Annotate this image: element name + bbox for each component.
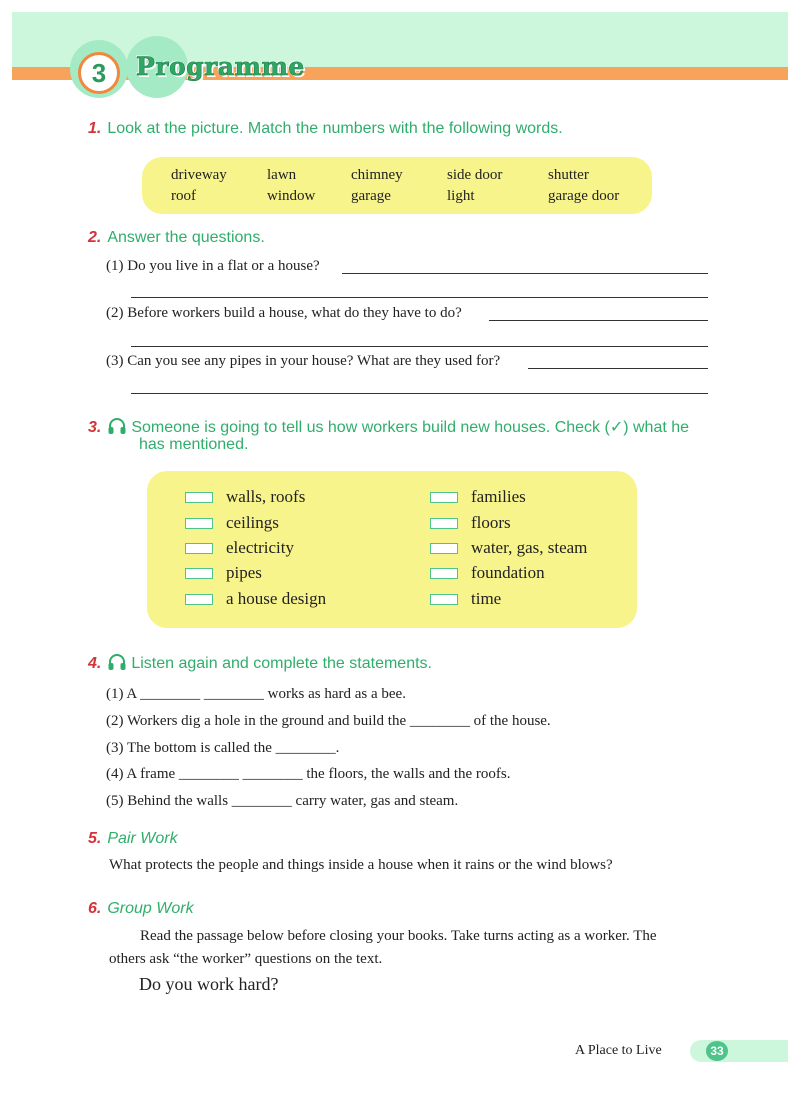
word-column	[171, 165, 227, 207]
checkbox-label: pipes	[226, 563, 262, 582]
word-bank	[142, 157, 652, 214]
task-6-heading	[88, 900, 194, 918]
checkbox-label: water, gas, steam	[471, 538, 588, 557]
answer-line[interactable]	[131, 346, 708, 347]
task-number: 6.	[88, 900, 102, 917]
task-2-instruction	[88, 229, 265, 247]
word: garage door	[548, 188, 620, 204]
section-title: Programme	[136, 52, 305, 81]
footer-band	[690, 1040, 788, 1062]
word: lawn	[267, 167, 297, 183]
statement-2: (2) Workers dig a hole in the ground and build the ________ of the house.	[106, 713, 551, 729]
word: garage	[351, 188, 391, 204]
question-3: (3) Can you see any pipes in your house? What are they used for?	[106, 353, 501, 369]
word-column	[351, 165, 403, 207]
word-column	[447, 165, 502, 207]
statement-4: (4) A frame ________ ________ the floors, the walls and the roofs.	[106, 766, 511, 782]
word: chimney	[351, 167, 403, 183]
page-number: 33	[706, 1041, 728, 1061]
checkbox[interactable]	[430, 492, 458, 503]
instruction-text: Look at the picture. Match the numbers with the following words.	[107, 120, 563, 137]
task-title: Pair Work	[107, 830, 178, 847]
instruction-text: Someone is going to tell us how workers build new houses. Check (✓) what he	[131, 419, 690, 436]
task-5-heading	[88, 830, 178, 848]
answer-line[interactable]	[342, 273, 708, 274]
checkbox[interactable]	[430, 543, 458, 554]
checkbox-label: families	[471, 487, 526, 506]
answer-line[interactable]	[489, 320, 708, 321]
checkbox[interactable]	[185, 543, 213, 554]
footer-unit-label: A Place to Live	[575, 1043, 662, 1058]
checkbox[interactable]	[185, 594, 213, 605]
answer-line[interactable]	[131, 393, 708, 394]
instruction-text: Answer the questions.	[107, 229, 265, 246]
word-column	[548, 165, 619, 207]
checkbox-label: time	[471, 589, 502, 608]
task-1-instruction	[88, 120, 563, 138]
word: driveway	[171, 167, 227, 183]
task-3-instruction	[88, 416, 689, 437]
checkbox-label: floors	[471, 513, 511, 532]
task-title: Group Work	[107, 900, 194, 917]
group-work-instruction-cont: others ask “the worker” questions on the text.	[109, 951, 383, 967]
answer-line[interactable]	[528, 368, 708, 369]
checkbox-panel	[147, 471, 637, 628]
task-number: 1.	[88, 120, 102, 137]
instruction-text: Listen again and complete the statements.	[131, 655, 432, 672]
checkbox[interactable]	[430, 518, 458, 529]
headphones-icon	[107, 416, 127, 436]
word: light	[447, 188, 475, 204]
question-2: (2) Before workers build a house, what do they have to do?	[106, 305, 462, 321]
answer-line[interactable]	[131, 297, 708, 298]
checkbox[interactable]	[185, 568, 213, 579]
task-number: 4.	[88, 655, 102, 672]
word: side door	[447, 167, 503, 183]
task-number: 5.	[88, 830, 102, 847]
checkbox-label: a house design	[226, 589, 327, 608]
pair-work-question: What protects the people and things inside a house when it rains or the wind blows?	[109, 857, 613, 873]
checkbox-label: walls, roofs	[226, 487, 306, 506]
task-3-instruction-cont: has mentioned.	[139, 436, 249, 453]
task-number: 2.	[88, 229, 102, 246]
word: roof	[171, 188, 196, 204]
checkbox[interactable]	[430, 594, 458, 605]
checkbox[interactable]	[430, 568, 458, 579]
question-1: (1) Do you live in a flat or a house?	[106, 258, 320, 274]
headphones-icon	[107, 652, 127, 672]
word-column	[267, 165, 315, 207]
group-work-instruction: Read the passage below before closing your books. Take turns acting as a worker. The	[140, 928, 657, 944]
passage-title: Do you work hard?	[139, 974, 279, 994]
statement-5: (5) Behind the walls ________ carry water, gas and steam.	[106, 793, 459, 809]
task-number: 3.	[88, 419, 102, 436]
checkbox-label: ceilings	[226, 513, 279, 532]
checkbox-label: foundation	[471, 563, 545, 582]
checkbox-label: electricity	[226, 538, 294, 557]
statement-1: (1) A ________ ________ works as hard as a bee.	[106, 686, 406, 702]
checkbox[interactable]	[185, 492, 213, 503]
word: shutter	[548, 167, 589, 183]
word: window	[267, 188, 316, 204]
statement-3: (3) The bottom is called the ________.	[106, 740, 340, 756]
checkbox[interactable]	[185, 518, 213, 529]
unit-number-badge: 3	[78, 52, 120, 94]
task-4-instruction	[88, 652, 432, 673]
